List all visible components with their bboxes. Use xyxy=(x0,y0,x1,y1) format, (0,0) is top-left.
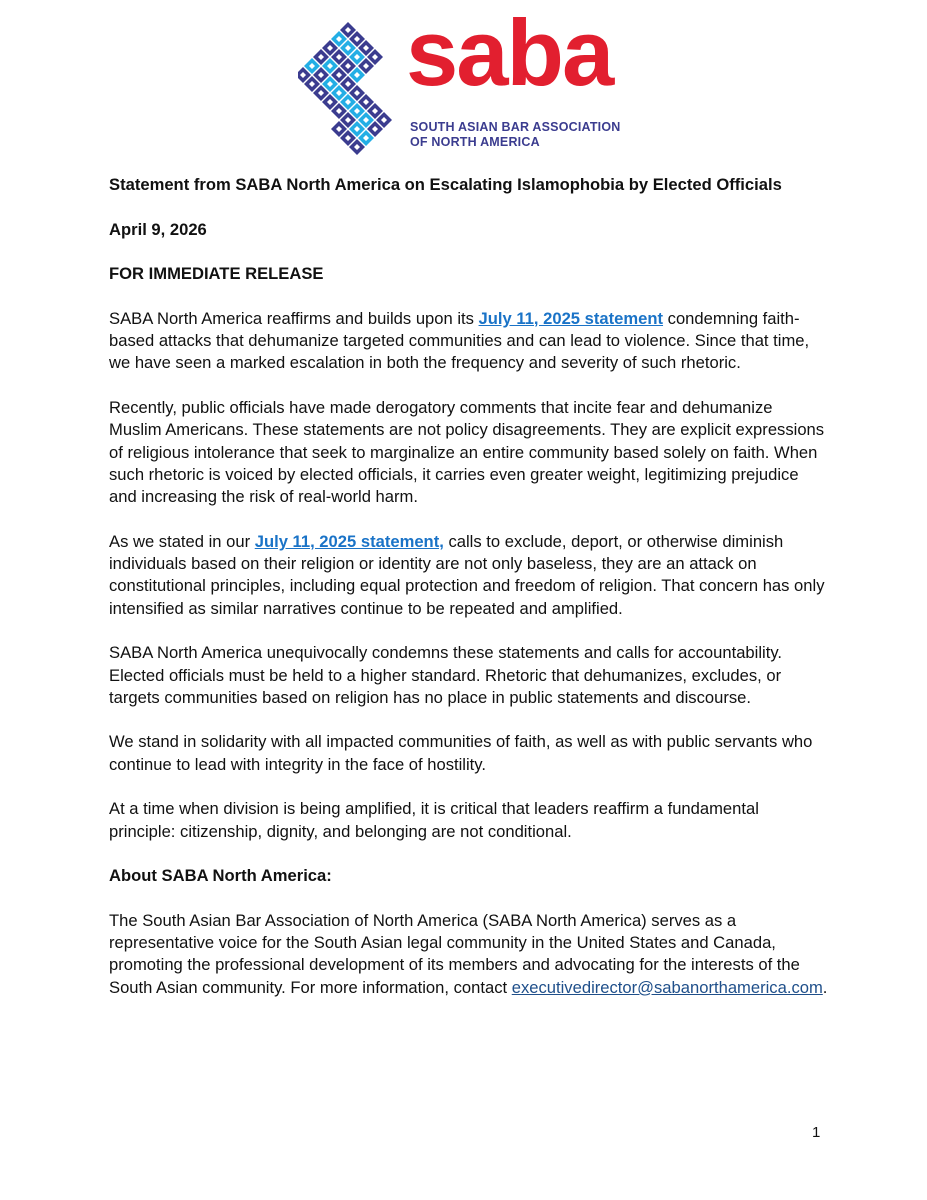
july-2025-statement-link[interactable]: July 11, 2025 statement xyxy=(478,308,664,328)
logo-tagline-line1: SOUTH ASIAN BAR ASSOCIATION xyxy=(410,120,621,134)
page-number: 1 xyxy=(812,1124,821,1141)
paragraph-3: As we stated in our July 11, 2025 statement, calls to exclude, deport, or otherwise diminish individuals based on their religion or identity are not only baseless, they are an attack on constitutional principles, including equal protection and freedom of religion. That concern has only intensified as similar narratives continue to be repeated and amplified. xyxy=(109,531,825,618)
july-2025-statement-link-2[interactable]: July 11, 2025 statement, xyxy=(254,531,444,551)
saba-logo xyxy=(298,0,638,156)
paragraph-2: Recently, public officials have made derogatory comments that incite fear and dehumanize Muslim Americans. These statements are not policy disagreements. They are explicit expressions of religious intolerance that seek to marginalize an entire community based solely on faith. When such rhetoric is voiced by elected officials, it carries even greater weight, legitimizing prejudice and increasing the risk of real-world harm. xyxy=(109,397,825,507)
contact-email-link[interactable]: executivedirector@sabanorthamerica.com xyxy=(511,977,823,997)
logo-tagline-line2: OF NORTH AMERICA xyxy=(410,134,540,149)
release-label: FOR IMMEDIATE RELEASE xyxy=(109,264,324,284)
about-heading: About SABA North America: xyxy=(109,866,332,886)
paragraph-1: SABA North America reaffirms and builds upon its July 11, 2025 statement condemning faith-based attacks that dehumanize targeted communities and can lead to violence. Since that time, we have seen a marked escalation in both the frequency and severity of such rhetoric. xyxy=(109,308,810,373)
paragraph-4: SABA North America unequivocally condemns these statements and calls for accountability. Elected officials must be held to a higher standard. Rhetoric that dehumanizes, excludes, or targets communities based on religion has no place in public statements and discourse. xyxy=(109,643,783,707)
paragraph-6: At a time when division is being amplified, it is critical that leaders reaffirm a fundamental principle: citizenship, dignity, and belonging are not conditional. xyxy=(109,799,759,841)
saba-geometric-emblem-icon xyxy=(298,20,398,156)
logo-tagline xyxy=(410,120,621,149)
logo-wordmark: saba xyxy=(406,0,613,105)
press-release-body xyxy=(109,174,829,1021)
about-paragraph: The South Asian Bar Association of North America (SABA North America) serves as a representative voice for the South Asian legal community in the United States and Canada, promoting the professional development of its members and advocating for the interests of the South Asian community. For more information, contact executivedirector@sabanorthamerica.com. xyxy=(109,910,828,997)
statement-title: Statement from SABA North America on Escalating Islamophobia by Elected Officials xyxy=(109,175,782,194)
statement-date: April 9, 2026 xyxy=(109,219,207,239)
paragraph-5: We stand in solidarity with all impacted communities of faith, as well as with public servants who continue to lead with integrity in the face of hostility. xyxy=(109,732,813,774)
